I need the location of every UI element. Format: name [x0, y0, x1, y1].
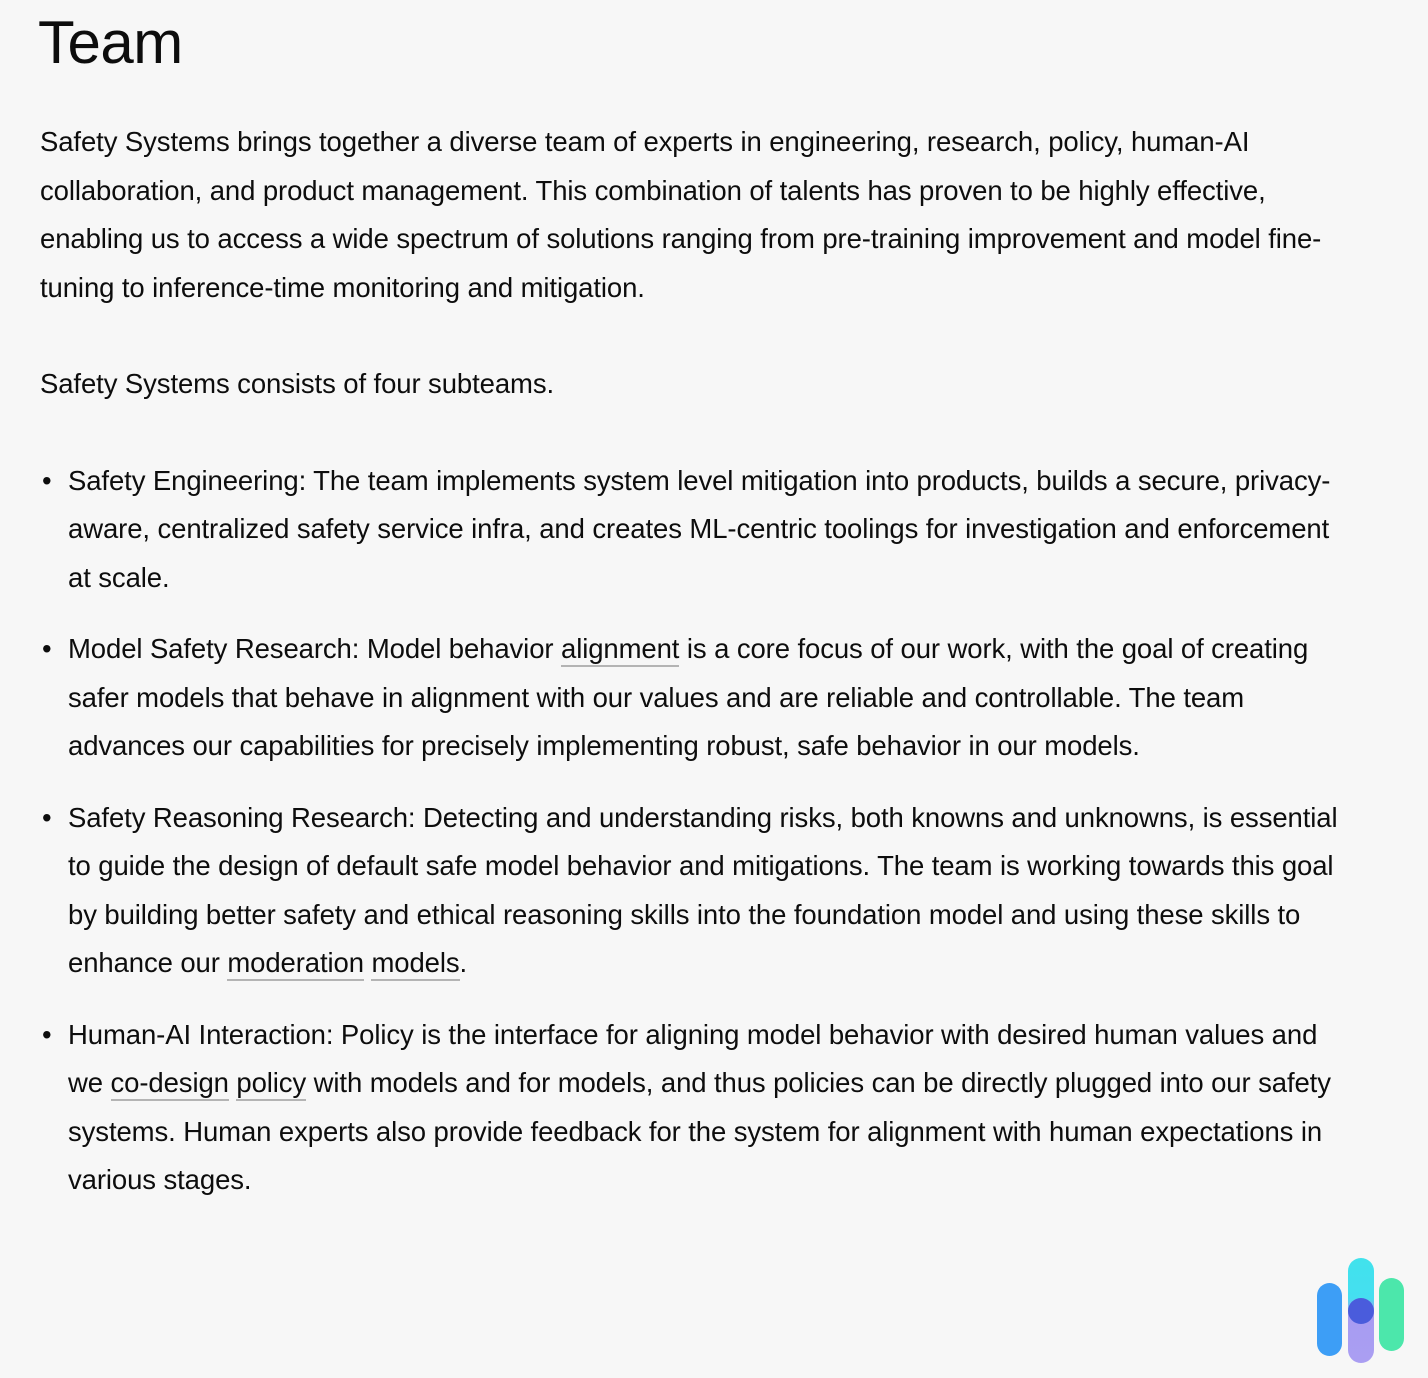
intro-paragraph: Safety Systems brings together a diverse team of experts in engineering, research, policy, human-AI collaboration, and product management. This combination of talents has proven to be highly effective, enabling us to access a wide spectrum of solutions ranging from pre-training improvement and model fine-tuning to inference-time monitoring and mitigation.: [40, 126, 1322, 303]
page-title: Team: [38, 9, 183, 76]
logo-bar-left-icon: [1317, 1283, 1342, 1356]
list-item: [0, 625, 1428, 771]
inline-link[interactable]: models: [371, 947, 459, 981]
list-item-text: Human-AI Interaction: Policy is the interface for aligning model behavior with desired human values and we co-design policy with models and for models, and thus policies can be directly plugged into our safety systems. Human experts also provide feedback for the system for alignment with human expectations in various stages.: [68, 1018, 1331, 1195]
inline-link[interactable]: alignment: [561, 633, 679, 667]
logo-dot-icon: [1348, 1298, 1374, 1324]
bullet-marker-icon: •: [42, 464, 52, 496]
bullet-marker-icon: •: [42, 1018, 52, 1050]
list-item-text: Safety Reasoning Research: Detecting and understanding risks, both knowns and unknowns, is essential to guide the design of default safe model behavior and mitigations. The team is working towards this goal by building better safety and ethical reasoning skills into the foundation model and using these skills to enhance our moderation models.: [68, 802, 1338, 982]
article-content: [0, 118, 1428, 1205]
list-item: [0, 457, 1428, 603]
list-item-text: Safety Engineering: The team implements system level mitigation into products, builds a secure, privacy-aware, centralized safety service infra, and creates ML-centric toolings for investigation and enforcement at scale.: [68, 464, 1331, 593]
bullet-marker-icon: •: [42, 801, 52, 833]
inline-link[interactable]: co-design: [111, 1067, 229, 1101]
inline-link[interactable]: moderation: [227, 947, 364, 981]
list-item: [0, 1011, 1428, 1205]
list-item: [0, 794, 1428, 988]
three-bar-logo-icon[interactable]: [1308, 1256, 1410, 1368]
logo-bar-right-icon: [1379, 1278, 1404, 1351]
lead-paragraph: Safety Systems consists of four subteams.: [40, 368, 555, 399]
bullet-marker-icon: •: [42, 633, 52, 664]
inline-link[interactable]: policy: [236, 1067, 306, 1101]
subteams-list: [0, 457, 1428, 1205]
list-item-text: Model Safety Research: Model behavior alignment is a core focus of our work, with the goal of creating safer models that behave in alignment with our values and are reliable and controllable. The team advances our capabilities for precisely implementing robust, safe behavior in our models.: [68, 633, 1309, 761]
